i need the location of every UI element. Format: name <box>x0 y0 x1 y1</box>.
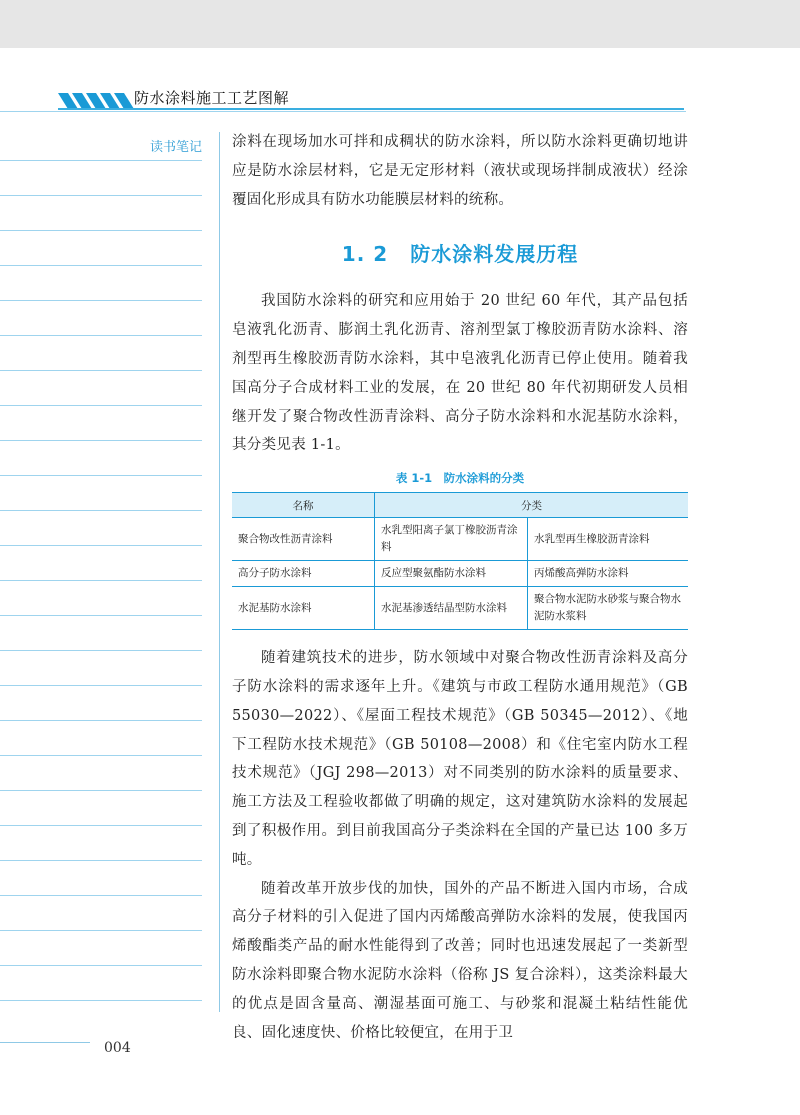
note-line <box>0 895 202 896</box>
note-line <box>0 475 202 476</box>
table-row <box>232 561 688 587</box>
section-heading <box>232 238 688 267</box>
note-line <box>0 930 202 931</box>
note-line <box>0 545 202 546</box>
table-cell: 丙烯酸高弹防水涂料 <box>528 561 689 587</box>
header-rule <box>58 108 684 110</box>
note-line <box>0 1000 202 1001</box>
table-caption: 表 1-1 防水涂料的分类 <box>395 471 525 486</box>
reading-notes-label: 读书笔记 <box>150 140 203 155</box>
main-content <box>232 128 688 1047</box>
note-line <box>0 685 202 686</box>
note-line <box>0 510 202 511</box>
paragraph-3: 随着建筑技术的进步，防水领域中对聚合物改性沥青涂料及高分子防水涂料的需求逐年上升。《建筑与市政工程防水通用规范》（GB 55030—2022）、《屋面工程技术规范》（GB 50345—2012）、《地下工程防水技术规范》（GB 50108—2008）和《住宅室内防水工程技术规范》（JGJ 298—2013）对不同类别的防水涂料的质量要求、施工方法及工程验收都做了明确的规定，这对建筑防水涂料的发展起到了积极作用。到目前我国高分子类涂料在全国的产量已达 100 多万吨。 <box>232 650 688 868</box>
page-number: 004 <box>104 1040 131 1056</box>
table-header-name: 名称 <box>232 493 375 518</box>
table-header-category: 分类 <box>375 493 689 518</box>
note-line <box>0 335 202 336</box>
table-cell-name: 聚合物改性沥青涂料 <box>232 518 375 561</box>
note-line <box>0 160 202 161</box>
note-line <box>0 370 202 371</box>
note-line <box>0 790 202 791</box>
note-line <box>0 300 202 301</box>
note-line <box>0 615 202 616</box>
footer-rule <box>0 1042 90 1043</box>
running-header-title: 防水涂料施工工艺图解 <box>134 89 290 107</box>
table-cell: 聚合物水泥防水砂浆与聚合物水泥防水浆料 <box>528 587 689 630</box>
table-cell: 水泥基渗透结晶型防水涂料 <box>375 587 528 630</box>
table-cell-name: 高分子防水涂料 <box>232 561 375 587</box>
table-cell: 水乳型再生橡胶沥青涂料 <box>528 518 689 561</box>
note-line <box>0 440 202 441</box>
note-line <box>0 720 202 721</box>
note-line <box>0 755 202 756</box>
note-line <box>0 265 202 266</box>
note-line <box>0 405 202 406</box>
table-header-row <box>232 493 688 518</box>
table-cell: 反应型聚氨酯防水涂料 <box>375 561 528 587</box>
classification-table <box>232 492 688 630</box>
margin-divider <box>219 132 220 1012</box>
section-title: 防水涂料发展历程 <box>410 242 579 267</box>
note-line <box>0 650 202 651</box>
header-stripes-icon <box>58 93 134 109</box>
note-line <box>0 580 202 581</box>
header-rule-thin <box>0 111 686 112</box>
table-row <box>232 587 688 630</box>
note-line <box>0 230 202 231</box>
table-cell-name: 水泥基防水涂料 <box>232 587 375 630</box>
note-line <box>0 860 202 861</box>
section-number: 1. 2 <box>341 242 389 267</box>
top-margin-band <box>0 0 800 48</box>
note-line <box>0 965 202 966</box>
paragraph-1: 涂料在现场加水可拌和成稠状的防水涂料，所以防水涂料更确切地讲应是防水涂层材料，它是无定形材料（液状或现场拌制成液状）经涂覆固化形成具有防水功能膜层材料的统称。 <box>232 134 688 208</box>
table-row <box>232 518 688 561</box>
paragraph-4: 随着改革开放步伐的加快，国外的产品不断进入国内市场，合成高分子材料的引入促进了国内丙烯酸高弹防水涂料的发展，使我国丙烯酸酯类产品的耐水性能得到了改善；同时也迅速发展起了一类新型防水涂料即聚合物水泥防水涂料（俗称 JS 复合涂料），这类涂料最大的优点是固含量高、潮湿基面可施工、与砂浆和混凝土粘结性能优良、固化速度快、价格比较便宜，在用于卫 <box>232 880 688 1041</box>
table-cell: 水乳型阳离子氯丁橡胶沥青涂料 <box>375 518 528 561</box>
note-line <box>0 195 202 196</box>
paragraph-2: 我国防水涂料的研究和应用始于 20 世纪 60 年代，其产品包括皂液乳化沥青、膨润土乳化沥青、溶剂型氯丁橡胶沥青防水涂料、溶剂型再生橡胶沥青防水涂料，其中皂液乳化沥青已停止使用。随着我国高分子合成材料工业的发展，在 20 世纪 80 年代初期研发人员相继开发了聚合物改性沥青涂料、高分子防水涂料和水泥基防水涂料，其分类见表 1-1。 <box>232 293 688 454</box>
note-line <box>0 825 202 826</box>
